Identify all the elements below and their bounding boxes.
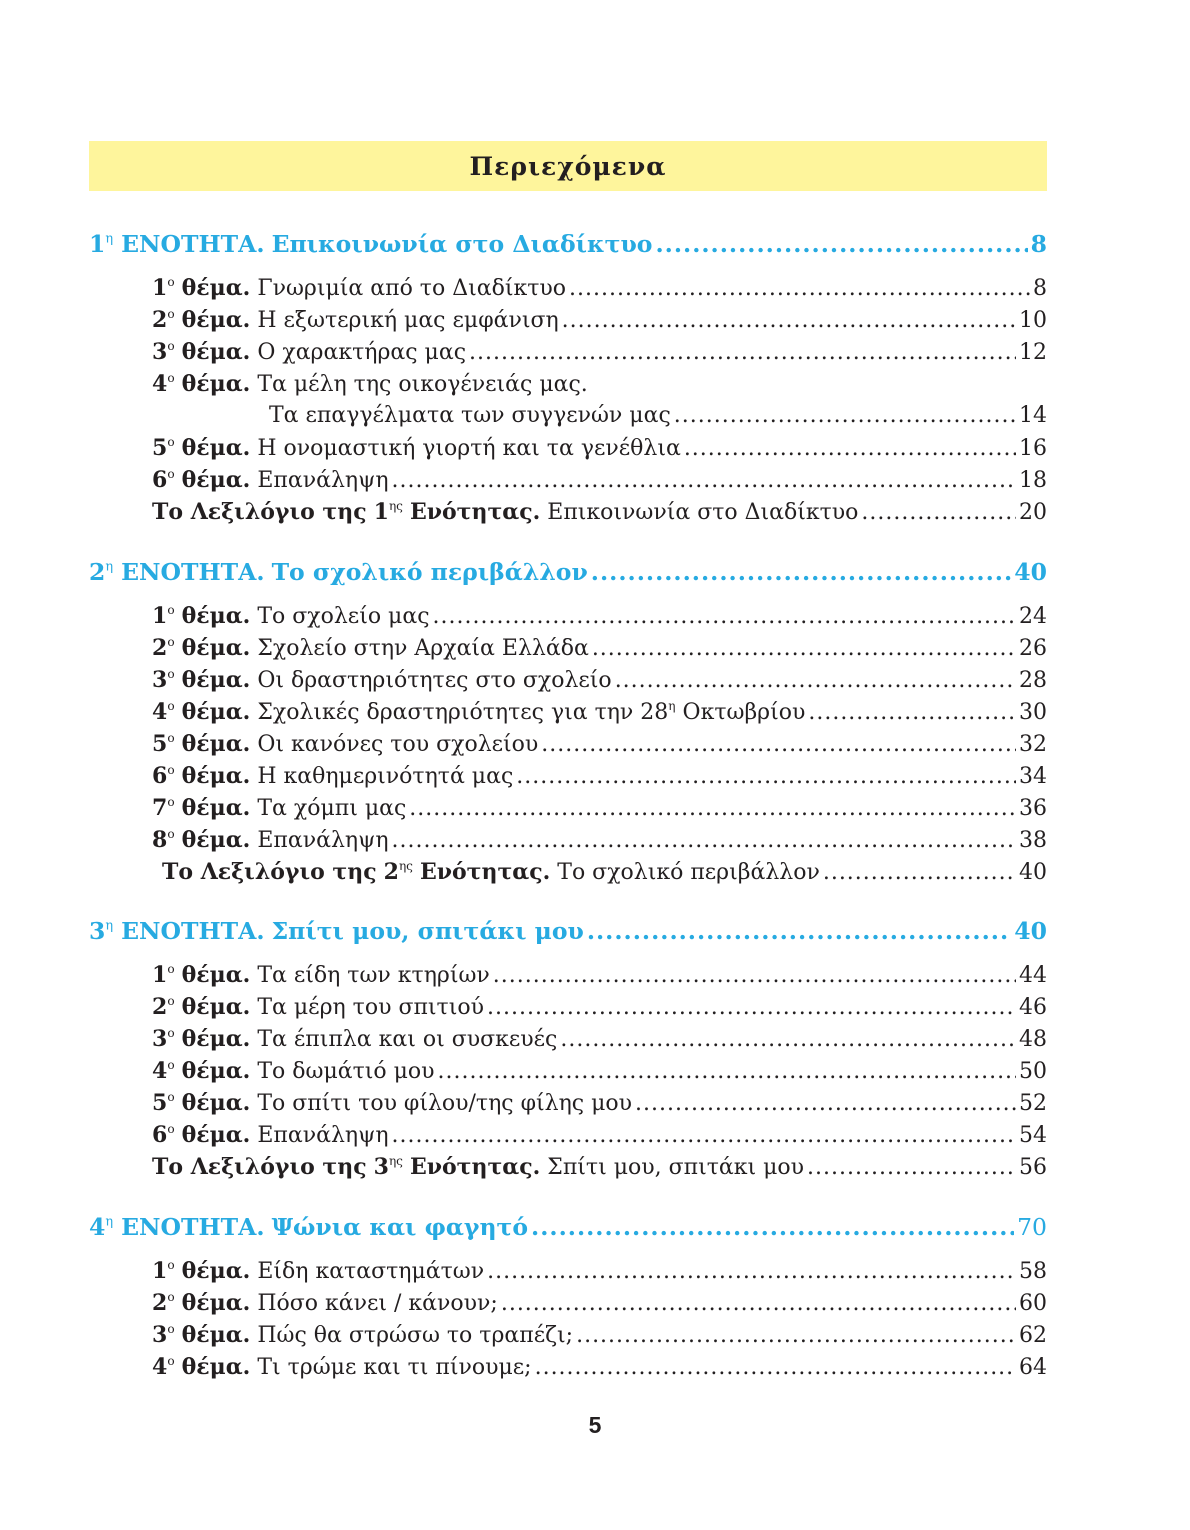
leader-dots xyxy=(531,1212,1014,1242)
unit-page-number: 8 xyxy=(1030,230,1047,258)
topic-row[interactable] xyxy=(152,465,1047,496)
glossary-number-suffix: ης xyxy=(388,1153,403,1168)
topic-page-number: 58 xyxy=(1019,1259,1047,1284)
topic-row[interactable] xyxy=(152,601,1047,632)
leader-dots xyxy=(823,858,1016,888)
leader-dots xyxy=(541,730,1016,760)
topic-label xyxy=(152,761,250,791)
topic-title-sup: η xyxy=(668,698,676,713)
topic-number-suffix: ο xyxy=(167,602,175,617)
glossary-number-suffix: ης xyxy=(398,858,413,873)
leader-dots xyxy=(392,826,1016,856)
topic-number: 4 xyxy=(152,1058,168,1084)
topic-word: θέμα. xyxy=(181,635,251,661)
topic-label xyxy=(152,1120,250,1150)
leader-dots xyxy=(469,338,1016,368)
glossary-row[interactable] xyxy=(162,857,1047,888)
topic-number: 3 xyxy=(152,1322,168,1348)
topic-number: 1 xyxy=(152,275,168,301)
unit-number-suffix: η xyxy=(105,1214,114,1230)
topic-label xyxy=(152,1088,250,1118)
topic-row[interactable] xyxy=(152,337,1047,368)
topic-number: 7 xyxy=(152,795,168,821)
leader-dots xyxy=(562,306,1016,336)
topic-label xyxy=(152,665,250,695)
topic-number-suffix: ο xyxy=(167,370,175,385)
topic-label xyxy=(152,465,250,495)
topic-number-suffix: ο xyxy=(167,730,175,745)
topic-number: 2 xyxy=(152,307,168,333)
leader-dots xyxy=(592,634,1016,664)
topic-page-number: 62 xyxy=(1019,1323,1047,1348)
topic-title xyxy=(257,602,429,632)
leader-dots xyxy=(392,466,1016,496)
topic-number-suffix: ο xyxy=(167,434,175,449)
topic-title xyxy=(257,762,513,792)
topic-title xyxy=(257,826,388,856)
topic-word: θέμα. xyxy=(181,1058,251,1084)
topic-word: θέμα. xyxy=(181,1090,251,1116)
leader-dots xyxy=(487,1257,1016,1287)
topic-word: θέμα. xyxy=(181,307,251,333)
unit-label xyxy=(89,916,265,946)
topic-title xyxy=(257,993,484,1023)
topic-row[interactable] xyxy=(152,1320,1047,1351)
topic-title xyxy=(257,466,388,496)
unit-word: ΕΝΟΤΗΤΑ. xyxy=(121,917,265,945)
topic-number-suffix: ο xyxy=(167,993,175,1008)
topic-number-suffix: ο xyxy=(167,698,175,713)
leader-dots xyxy=(635,1089,1016,1119)
topic-page-number: 30 xyxy=(1019,700,1047,725)
topic-row[interactable] xyxy=(152,1288,1047,1319)
topic-title xyxy=(257,338,466,368)
topic-title-text: Η εξωτερική μας εμφάνιση xyxy=(257,308,559,333)
glossary-title: Επικοινωνία στο Διαδίκτυο xyxy=(547,500,859,525)
leader-dots xyxy=(591,557,1012,587)
topic-number-suffix: ο xyxy=(167,1089,175,1104)
glossary-title: Σπίτι μου, σπιτάκι μου xyxy=(547,1155,805,1180)
topic-page-number: 10 xyxy=(1019,308,1047,333)
topic-row[interactable] xyxy=(152,761,1047,792)
topic-number: 4 xyxy=(152,371,168,397)
glossary-page-number: 20 xyxy=(1019,500,1047,525)
unit-number: 2 xyxy=(89,558,106,586)
unit-number-suffix: η xyxy=(105,559,114,575)
topic-label xyxy=(152,1256,250,1286)
topic-label xyxy=(152,433,250,463)
topic-number: 8 xyxy=(152,827,168,853)
topic-row[interactable] xyxy=(152,729,1047,760)
topic-title xyxy=(257,1089,632,1119)
topic-number-suffix: ο xyxy=(167,666,175,681)
topic-row[interactable] xyxy=(152,1024,1047,1055)
topic-label xyxy=(152,729,250,759)
topic-title-text: Τα επαγγέλματα των συγγενών μας xyxy=(269,403,671,428)
topic-page-number: 48 xyxy=(1019,1027,1047,1052)
leader-dots xyxy=(576,1321,1016,1351)
topic-page-number: 64 xyxy=(1019,1355,1047,1380)
unit-number: 4 xyxy=(89,1213,106,1241)
topic-title xyxy=(257,961,489,991)
topic-page-number: 52 xyxy=(1019,1091,1047,1116)
topic-page-number: 12 xyxy=(1019,340,1047,365)
topic-number: 2 xyxy=(152,635,168,661)
unit-number: 1 xyxy=(89,230,106,258)
page-title: Περιεχόμενα xyxy=(469,151,667,181)
topic-title-text: Τα μέρη του σπιτιού xyxy=(257,995,484,1020)
topic-number-suffix: ο xyxy=(167,1121,175,1136)
glossary-suffix: Ενότητας. xyxy=(409,499,541,525)
topic-label xyxy=(152,601,250,631)
leader-dots xyxy=(487,993,1016,1023)
topic-label xyxy=(152,1024,250,1054)
glossary-row[interactable] xyxy=(152,497,1047,528)
topic-row[interactable] xyxy=(152,1088,1047,1119)
leader-dots xyxy=(615,666,1016,696)
topic-title-text: Πώς θα στρώσω το τραπέζι; xyxy=(257,1323,574,1348)
topic-number: 5 xyxy=(152,731,168,757)
topic-number-suffix: ο xyxy=(167,961,175,976)
leader-dots xyxy=(501,1289,1016,1319)
topic-title-text: Τα έπιπλα και οι συσκευές xyxy=(257,1027,558,1052)
topic-page-number: 54 xyxy=(1019,1123,1047,1148)
topic-title xyxy=(269,401,671,431)
glossary-row[interactable] xyxy=(152,1152,1047,1183)
topic-page-number: 26 xyxy=(1019,636,1047,661)
topic-page-number: 8 xyxy=(1033,276,1047,301)
topic-number-suffix: ο xyxy=(167,466,175,481)
glossary-prefix: Το Λεξιλόγιο της xyxy=(152,1154,367,1180)
topic-word: θέμα. xyxy=(181,962,251,988)
topic-label xyxy=(152,337,250,367)
topic-title xyxy=(257,434,680,464)
unit-number-suffix: η xyxy=(105,918,114,934)
glossary-number: 1 xyxy=(373,499,389,525)
topic-page-number: 14 xyxy=(1019,403,1047,428)
topic-row[interactable] xyxy=(152,433,1047,464)
topic-word: θέμα. xyxy=(181,795,251,821)
topic-word: θέμα. xyxy=(181,1322,251,1348)
topic-number: 4 xyxy=(152,1354,168,1380)
glossary-label xyxy=(152,1152,540,1182)
topic-label xyxy=(152,633,250,663)
unit-page-number: 40 xyxy=(1014,558,1047,586)
topic-number-suffix: ο xyxy=(167,338,175,353)
glossary-prefix: Το Λεξιλόγιο της xyxy=(152,499,367,525)
leader-dots xyxy=(409,794,1016,824)
topic-row[interactable] xyxy=(152,793,1047,824)
topic-page-number: 32 xyxy=(1019,732,1047,757)
topic-word: θέμα. xyxy=(181,371,251,397)
glossary-label xyxy=(152,497,540,527)
topic-title-text: Τα είδη των κτηρίων xyxy=(257,963,490,988)
topic-number: 1 xyxy=(152,1258,168,1284)
topic-number: 3 xyxy=(152,667,168,693)
leader-dots xyxy=(569,274,1030,304)
topic-title-text: Τα μέλη της οικογένειάς μας. xyxy=(257,372,588,397)
glossary-page-number: 56 xyxy=(1019,1155,1047,1180)
topic-title xyxy=(257,274,566,304)
topic-title-text: Οι κανόνες του σχολείου xyxy=(257,732,539,757)
topic-page-number: 16 xyxy=(1019,436,1047,461)
topic-number-suffix: ο xyxy=(167,826,175,841)
unit-title: Επικοινωνία στο Διαδίκτυο xyxy=(271,230,653,258)
topic-row[interactable] xyxy=(152,992,1047,1023)
unit-heading[interactable] xyxy=(89,1212,1047,1242)
topic-row[interactable] xyxy=(152,697,1047,728)
topic-title-text: Οι δραστηριότητες στο σχολείο xyxy=(257,668,612,693)
unit-label xyxy=(89,1212,265,1242)
topic-number: 1 xyxy=(152,962,168,988)
topic-label xyxy=(152,1056,250,1086)
topic-number-suffix: ο xyxy=(167,1057,175,1072)
topic-word: θέμα. xyxy=(181,1122,251,1148)
topic-page-number: 18 xyxy=(1019,468,1047,493)
leader-dots xyxy=(433,602,1016,632)
topic-row[interactable] xyxy=(152,305,1047,336)
topic-page-number: 36 xyxy=(1019,796,1047,821)
topic-title-text: Η ονομαστική γιορτή και τα γενέθλια xyxy=(257,436,681,461)
unit-page-number: 40 xyxy=(1014,917,1047,945)
topic-label xyxy=(152,960,250,990)
topic-title-text: Τα χόμπι μας xyxy=(257,796,407,821)
topic-word: θέμα. xyxy=(181,603,251,629)
topic-row[interactable] xyxy=(152,1120,1047,1151)
unit-heading[interactable] xyxy=(89,557,1047,587)
topic-title-text: Γνωριμία από το Διαδίκτυο xyxy=(257,276,566,301)
unit-word: ΕΝΟΤΗΤΑ. xyxy=(121,230,265,258)
topic-label xyxy=(152,305,250,335)
topic-word: θέμα. xyxy=(181,435,251,461)
topic-row[interactable] xyxy=(152,665,1047,696)
topic-title xyxy=(257,1353,531,1383)
topic-number-suffix: ο xyxy=(167,1257,175,1272)
topic-number-suffix: ο xyxy=(167,274,175,289)
glossary-prefix: Το Λεξιλόγιο της xyxy=(162,859,377,885)
glossary-number-suffix: ης xyxy=(388,498,403,513)
topic-number: 5 xyxy=(152,435,168,461)
topic-word: θέμα. xyxy=(181,467,251,493)
topic-page-number: 34 xyxy=(1019,764,1047,789)
topic-page-number: 38 xyxy=(1019,828,1047,853)
topic-number-suffix: ο xyxy=(167,634,175,649)
topic-title-text: Η καθημερινότητά μας xyxy=(257,764,514,789)
topic-number-suffix: ο xyxy=(167,306,175,321)
topic-word: θέμα. xyxy=(181,1026,251,1052)
page-number: 5 xyxy=(588,1412,602,1438)
topic-row[interactable] xyxy=(152,369,1047,400)
glossary-suffix: Ενότητας. xyxy=(409,1154,541,1180)
topic-row[interactable] xyxy=(152,633,1047,664)
topic-number-suffix: ο xyxy=(167,1353,175,1368)
topic-title xyxy=(257,370,587,400)
topic-label xyxy=(152,369,250,399)
topic-title xyxy=(257,1025,557,1055)
topic-word: θέμα. xyxy=(181,827,251,853)
topic-row[interactable] xyxy=(152,825,1047,856)
topic-title-text: Το σπίτι του φίλου/της φίλης μου xyxy=(257,1091,632,1116)
unit-word: ΕΝΟΤΗΤΑ. xyxy=(121,1213,265,1241)
unit-label xyxy=(89,229,265,259)
topic-number: 3 xyxy=(152,339,168,365)
glossary-page-number: 40 xyxy=(1019,860,1047,885)
topic-page-number: 44 xyxy=(1019,963,1047,988)
unit-title: Το σχολικό περιβάλλον xyxy=(271,558,588,586)
topic-number: 6 xyxy=(152,763,168,789)
unit-number: 3 xyxy=(89,917,106,945)
leader-dots xyxy=(438,1057,1016,1087)
topic-label xyxy=(152,1320,250,1350)
topic-label xyxy=(152,697,250,727)
topic-title xyxy=(257,1257,484,1287)
topic-number: 2 xyxy=(152,994,168,1020)
topic-word: θέμα. xyxy=(181,763,251,789)
topic-label xyxy=(152,273,250,303)
unit-number-suffix: η xyxy=(105,231,114,247)
topic-label xyxy=(152,793,250,823)
topic-word: θέμα. xyxy=(181,275,251,301)
topic-word: θέμα. xyxy=(181,1354,251,1380)
leader-dots xyxy=(587,916,1011,946)
glossary-number: 3 xyxy=(373,1154,389,1180)
unit-heading[interactable] xyxy=(89,229,1047,259)
topic-label xyxy=(152,1288,250,1318)
topic-number: 4 xyxy=(152,699,168,725)
topic-word: θέμα. xyxy=(181,731,251,757)
topic-page-number: 24 xyxy=(1019,604,1047,629)
leader-dots xyxy=(861,498,1016,528)
leader-dots xyxy=(684,434,1016,464)
topic-row[interactable] xyxy=(152,273,1047,304)
glossary-label xyxy=(162,857,550,887)
glossary-suffix: Ενότητας. xyxy=(419,859,551,885)
topic-word: θέμα. xyxy=(181,994,251,1020)
topic-label xyxy=(152,1352,250,1382)
topic-number-suffix: ο xyxy=(167,1321,175,1336)
topic-title xyxy=(257,634,588,664)
topic-title xyxy=(257,794,406,824)
unit-heading[interactable] xyxy=(89,916,1047,946)
topic-word: θέμα. xyxy=(181,1258,251,1284)
topic-word: θέμα. xyxy=(181,667,251,693)
topic-number: 3 xyxy=(152,1026,168,1052)
topic-title-text: Το δωμάτιό μου xyxy=(257,1059,435,1084)
leader-dots xyxy=(516,762,1016,792)
topic-title xyxy=(257,1057,434,1087)
topic-number-suffix: ο xyxy=(167,762,175,777)
topic-title-text: Είδη καταστημάτων xyxy=(257,1259,485,1284)
topic-row[interactable] xyxy=(152,401,1047,431)
unit-page-number: 70 xyxy=(1017,1213,1047,1241)
topic-title-text: Ο χαρακτήρας μας xyxy=(257,340,467,365)
topic-title-text: Το σχολείο μας xyxy=(257,604,430,629)
topic-page-number: 28 xyxy=(1019,668,1047,693)
topic-title xyxy=(257,698,805,728)
topic-title xyxy=(257,666,611,696)
topic-title-text: Επανάληψη xyxy=(257,468,389,493)
topic-title xyxy=(257,1121,388,1151)
topic-title-text: Επανάληψη xyxy=(257,1123,389,1148)
topic-number: 5 xyxy=(152,1090,168,1116)
topic-title xyxy=(257,730,538,760)
topic-page-number: 46 xyxy=(1019,995,1047,1020)
topic-row[interactable] xyxy=(152,1352,1047,1383)
topic-number-suffix: ο xyxy=(167,1025,175,1040)
leader-dots xyxy=(392,1121,1016,1151)
topic-number: 1 xyxy=(152,603,168,629)
leader-dots xyxy=(808,698,1016,728)
topic-title xyxy=(257,306,558,336)
topic-number: 2 xyxy=(152,1290,168,1316)
topic-page-number: 60 xyxy=(1019,1291,1047,1316)
topic-title-text: Σχολείο στην Αρχαία Ελλάδα xyxy=(257,636,589,661)
glossary-title: Το σχολικό περιβάλλον xyxy=(557,860,820,885)
glossary-number: 2 xyxy=(383,859,399,885)
topic-title xyxy=(257,1289,497,1319)
leader-dots xyxy=(493,961,1016,991)
topic-title xyxy=(257,1321,573,1351)
unit-label xyxy=(89,557,265,587)
topic-row[interactable] xyxy=(152,960,1047,991)
leader-dots xyxy=(560,1025,1016,1055)
topic-row[interactable] xyxy=(152,1056,1047,1087)
topic-number: 6 xyxy=(152,467,168,493)
topic-number: 6 xyxy=(152,1122,168,1148)
topic-label xyxy=(152,992,250,1022)
topic-title-text: Σχολικές δραστηριότητες για την 28 xyxy=(257,700,669,725)
leader-dots xyxy=(674,401,1016,431)
topic-number-suffix: ο xyxy=(167,794,175,809)
topic-word: θέμα. xyxy=(181,339,251,365)
topic-title-text: Επανάληψη xyxy=(257,828,389,853)
topic-title-after: Οκτωβρίου xyxy=(682,700,806,725)
topic-word: θέμα. xyxy=(181,1290,251,1316)
topic-page-number: 50 xyxy=(1019,1059,1047,1084)
unit-word: ΕΝΟΤΗΤΑ. xyxy=(121,558,265,586)
unit-title: Ψώνια και φαγητό xyxy=(271,1213,529,1241)
topic-number-suffix: ο xyxy=(167,1289,175,1304)
topic-row[interactable] xyxy=(152,1256,1047,1287)
topic-title-text: Πόσο κάνει / κάνουν; xyxy=(257,1291,498,1316)
leader-dots xyxy=(807,1153,1016,1183)
topic-title-text: Τι τρώμε και τι πίνουμε; xyxy=(257,1355,532,1380)
contents-title-band xyxy=(89,141,1047,191)
leader-dots xyxy=(655,229,1027,259)
topic-label xyxy=(152,825,250,855)
unit-title: Σπίτι μου, σπιτάκι μου xyxy=(271,917,584,945)
leader-dots xyxy=(535,1353,1016,1383)
topic-word: θέμα. xyxy=(181,699,251,725)
